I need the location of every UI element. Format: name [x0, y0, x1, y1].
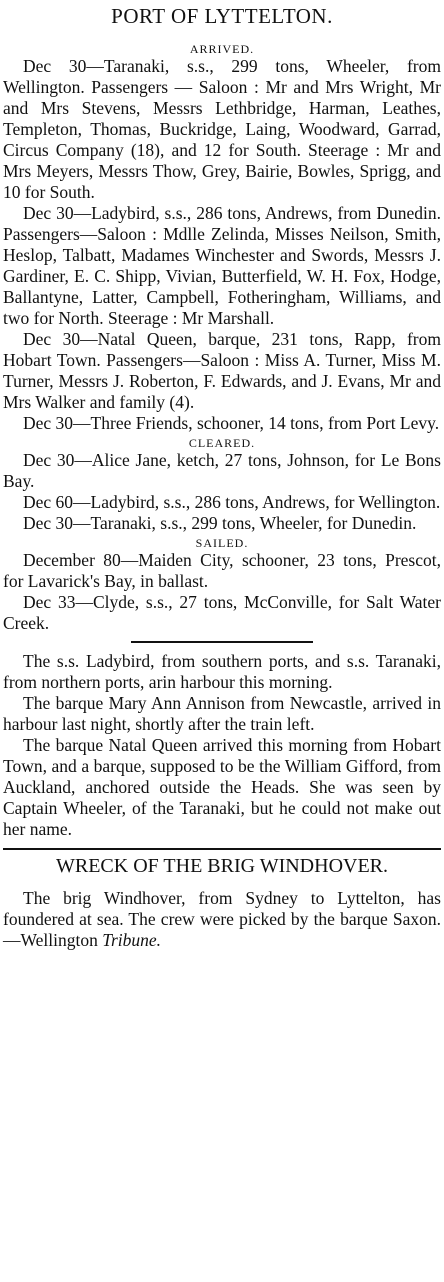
sailed-section	[3, 536, 441, 634]
sailed-heading: SAILED.	[195, 536, 249, 550]
cleared-entry: Dec 30—Taranaki, s.s., 299 tons, Wheeler, for Dunedin.	[23, 513, 417, 533]
arrived-entry: Dec 30—Three Friends, schooner, 14 tons, from Port Levy.	[23, 413, 440, 433]
wreck-source: Tribune.	[102, 930, 162, 950]
wreck-article	[3, 854, 441, 951]
newspaper-column	[0, 4, 444, 1282]
cleared-entry: Dec 60—Ladybird, s.s., 286 tons, Andrews, for Wellington.	[23, 492, 441, 512]
note-paragraph: The s.s. Ladybird, from southern ports, and s.s. Taranaki, from northern ports, arin harbour this morning.	[3, 651, 441, 692]
full-divider	[3, 848, 441, 850]
note-paragraph: The barque Natal Queen arrived this morning from Hobart Town, and a barque, supposed to be the William Gifford, from Auckland, anchored outside the Heads. She was seen by Captain Wheeler, of the Taranaki, but he could not make out her name.	[3, 735, 441, 839]
wreck-body-text: The brig Windhover, from Sydney to Lyttelton, has foundered at sea. The crew were picked by the barque Saxon.—Wellington	[3, 888, 441, 950]
arrived-entry: Dec 30—Natal Queen, barque, 231 tons, Rapp, from Hobart Town. Passengers—Saloon : Miss A. Turner, Miss M. Turner, Messrs J. Roberton, F. Edwards, and J. Evans, Mr and Mrs Walker and family (4).	[3, 329, 441, 412]
arrived-entry: Dec 30—Taranaki, s.s., 299 tons, Wheeler, from Wellington. Passengers — Saloon : Mr and Mrs Wright, Mr and Mrs Stevens, Messrs Lethbridge, Harman, Leathes, Templeton, Thomas, Buckridge, Laing, Woodward, Garrad, Circus Company (18), and 12 for South. Steerage : Mr and Mrs Meyers, Messrs Thow, Grey, Bairie, Bowles, Sprigg, and 10 for South.	[3, 56, 441, 202]
shipping-notes	[3, 651, 441, 840]
cleared-section	[3, 436, 441, 534]
page-title: PORT OF LYTTELTON.	[111, 4, 333, 28]
arrived-entry: Dec 30—Ladybird, s.s., 286 tons, Andrews, from Dunedin. Passengers—Saloon : Mdlle Zelinda, Misses Neilson, Smith, Heslop, Talbatt, Madames Winchester and Swords, Messrs J. Gardiner, E. C. Shipp, Vivian, Butterfield, W. H. Fox, Hodge, Ballantyne, Latter, Campbell, Fotheringham, Williams, and two for North. Steerage : Mr Marshall.	[3, 203, 441, 328]
note-paragraph: The barque Mary Ann Annison from Newcastle, arrived in harbour last night, shortly after the train left.	[3, 693, 441, 734]
wreck-body	[3, 888, 441, 951]
sailed-entry: Dec 33—Clyde, s.s., 27 tons, McConville, for Salt Water Creek.	[3, 592, 441, 633]
arrived-heading: ARRIVED.	[189, 42, 255, 56]
arrived-section	[3, 42, 441, 434]
section-divider	[131, 641, 313, 643]
cleared-entry: Dec 30—Alice Jane, ketch, 27 tons, Johnson, for Le Bons Bay.	[3, 450, 441, 491]
sailed-entry: December 80—Maiden City, schooner, 23 tons, Prescot, for Lavarick's Bay, in ballast.	[3, 550, 441, 591]
cleared-heading: CLEARED.	[188, 436, 256, 450]
wreck-heading: WRECK OF THE BRIG WINDHOVER.	[55, 855, 389, 877]
